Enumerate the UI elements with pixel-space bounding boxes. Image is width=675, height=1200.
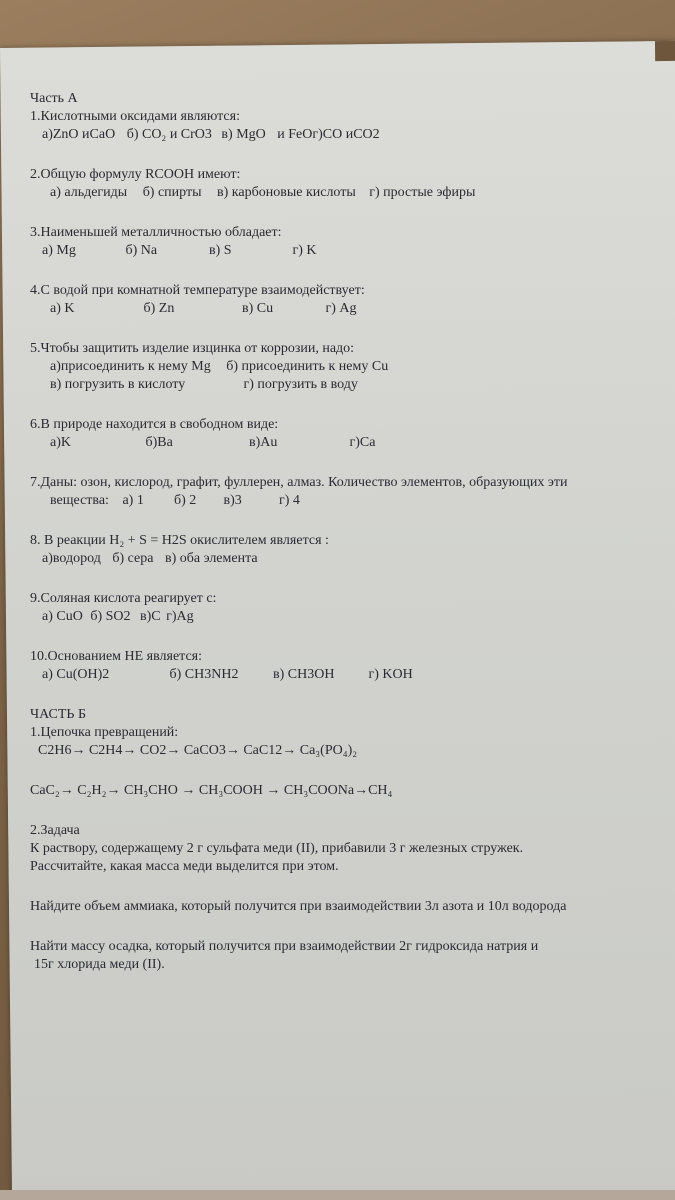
q2-option-a: а) альдегиды (50, 185, 128, 200)
task-2-title: 2.Задача (30, 823, 80, 838)
q7-option-a: а) 1 (122, 493, 144, 508)
q6-option-c: в)Au (249, 435, 278, 450)
q9-option-b: б) SO2 (90, 609, 131, 624)
chain-1: C2H6→ C2H4→ CO2→ CaCO3→ CaC12→ Ca₃(PO₄)₂ (38, 743, 358, 758)
part-a-title: Часть А (30, 91, 78, 106)
q2-option-b: б) спирты (142, 185, 202, 200)
task-4-line-1: Найти массу осадка, который получится при взаимодействии 2г гидроксида натрия и (30, 939, 539, 954)
q9-option-a: а) CuO (42, 609, 83, 624)
question-6: 6.В природе находится в свободном виде: (30, 417, 279, 432)
q7-option-c: в)3 (223, 493, 242, 508)
question-8: 8. В реакции H₂ + S = H2S окислителем является : (30, 533, 329, 548)
q3-option-b: б) Na (125, 243, 158, 258)
q4-option-d: г) Ag (325, 301, 357, 316)
question-10: 10.Основанием НЕ является: (30, 649, 203, 664)
q6-option-b: б)Ba (145, 435, 173, 450)
question-1-options (30, 126, 670, 144)
q4-option-c: в) Cu (242, 301, 274, 316)
q2-option-c: в) карбоновые кислоты (217, 185, 356, 200)
question-5: 5.Чтобы защитить изделие изцинка от коррозии, надо: (30, 341, 355, 356)
q8-option-a: а)водород (42, 551, 101, 566)
q4-option-a: а) K (50, 301, 75, 316)
part-b-title: ЧАСТЬ Б (30, 707, 86, 722)
question-7-options (30, 492, 670, 510)
question-4-options (30, 300, 670, 318)
question-5-options-row2 (30, 376, 670, 394)
q6-option-a: а)K (50, 435, 71, 450)
task-1-title: 1.Цепочка превращений: (30, 725, 179, 740)
q10-option-a: а) Cu(OH)2 (42, 667, 110, 682)
question-6-options (30, 434, 670, 452)
q8-option-b: б) сера (112, 551, 154, 566)
q1-option-c: в) MgO (221, 127, 266, 142)
q10-option-d: г) KOH (368, 667, 413, 682)
chain-2: CaC₂→ C₂H₂→ CH₃CHO → CH₃COOH → CH₃COONa→CH₄ (30, 783, 393, 798)
sheet-corner (655, 41, 675, 61)
question-9: 9.Соляная кислота реагирует с: (30, 591, 217, 606)
q1-option-a: а)ZnO иCaO (42, 127, 116, 142)
bottom-paper-strip (0, 1190, 675, 1200)
question-8-options (30, 550, 670, 568)
question-3: 3.Наименьшей металличностью обладает: (30, 225, 282, 240)
q1-option-d: и FeOг)CO иCO2 (277, 127, 380, 142)
question-3-options (30, 242, 670, 260)
q3-option-a: а) Mg (42, 243, 76, 258)
task-2-line-2: Рассчитайте, какая масса меди выделится при этом. (30, 859, 339, 874)
question-7: 7.Даны: озон, кислород, графит, фуллерен, алмаз. Количество элементов, образующих эти (30, 475, 568, 490)
task-4-line-2: 15г хлорида меди (II). (34, 957, 165, 972)
q7-option-d: г) 4 (278, 493, 300, 508)
q5-option-c: в) погрузить в кислоту (50, 377, 186, 392)
q10-option-c: в) CH3OH (273, 667, 335, 682)
q9-option-c: в)C (140, 609, 161, 624)
q4-option-b: б) Zn (143, 301, 175, 316)
q2-option-d: г) простые эфиры (369, 185, 476, 200)
q3-option-c: в) S (209, 243, 232, 258)
q8-option-c: в) оба элемента (164, 551, 258, 566)
q7-stem-continued: вещества: (50, 493, 109, 508)
question-4: 4.С водой при комнатной температуре взаимодействует: (30, 283, 365, 298)
question-1: 1.Кислотными оксидами являются: (30, 109, 240, 124)
question-2: 2.Общую формулу RCOOH имеют: (30, 167, 241, 182)
q9-option-d: г)Ag (166, 609, 194, 624)
q1-option-b: б) CO₂ и CrO3 (126, 127, 212, 142)
q5-option-d: г) погрузить в воду (243, 377, 358, 392)
question-5-options-row1 (30, 358, 670, 376)
q5-option-a: а)присоединить к нему Mg (50, 359, 211, 374)
q10-option-b: б) CH3NH2 (169, 667, 239, 682)
question-10-options (30, 666, 670, 684)
question-2-options (30, 184, 670, 202)
q5-option-b: б) присоединить к нему Cu (226, 359, 389, 374)
task-3: Найдите объем аммиака, который получится при взаимодействии 3л азота и 10л водорода (30, 899, 567, 914)
worksheet-content (30, 90, 670, 974)
q7-option-b: б) 2 (173, 493, 197, 508)
q3-option-d: г) K (292, 243, 317, 258)
task-2-line-1: К раствору, содержащему 2 г сульфата меди (II), прибавили 3 г железных стружек. (30, 841, 524, 856)
question-9-options (30, 608, 670, 626)
q6-option-d: г)Ca (349, 435, 376, 450)
